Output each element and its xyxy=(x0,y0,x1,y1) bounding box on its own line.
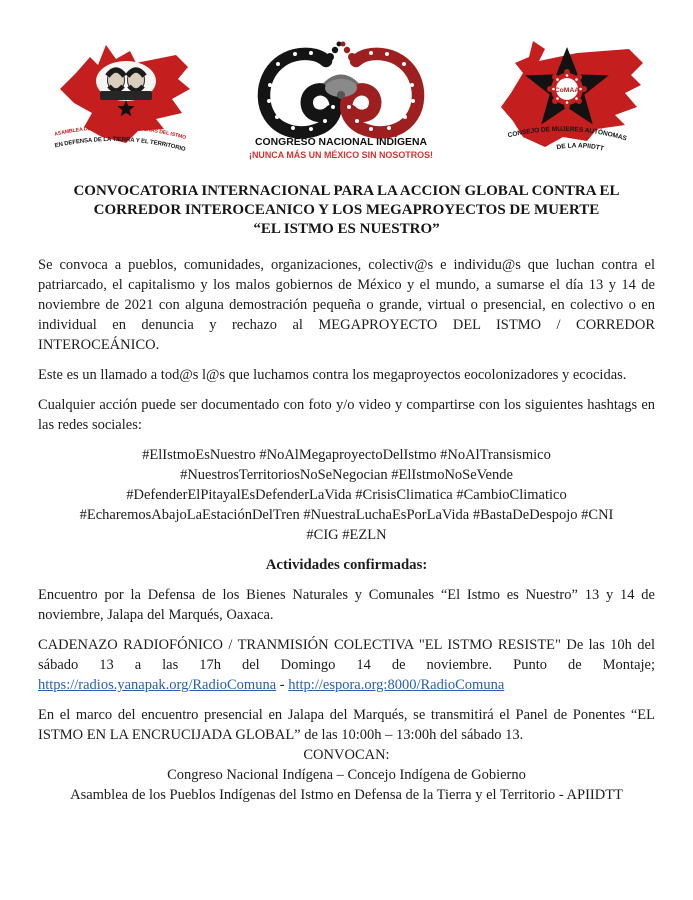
comaa-flower-badge xyxy=(547,69,587,109)
face-right-icon xyxy=(128,69,145,91)
document-body xyxy=(38,255,655,805)
title-line-2: CORREDOR INTEROCEANICO Y LOS MEGAPROYECTOS DE MUERTE xyxy=(93,202,600,218)
convocan-line-2: Asamblea de los Pueblos Indígenas del Istmo en Defensa de la Tierra y el Territorio - APIIDTT xyxy=(70,787,623,803)
banner-shape xyxy=(100,91,152,100)
radio-comuna-link-2[interactable]: http://espora.org:8000/RadioComuna xyxy=(288,677,505,693)
hashtag-line: #ElIstmoEsNuestro #NoAlMegaproyectoDelIstmo #NoAlTransismico xyxy=(142,447,551,463)
title-line-3: “EL ISTMO ES NUESTRO” xyxy=(253,221,440,237)
link-separator: - xyxy=(279,677,285,693)
llamado-paragraph: Este es un llamado a tod@s l@s que luchamos contra los megaproyectos eocolonizadores y ecocidas. xyxy=(38,367,627,383)
convocan-line-1: Congreso Nacional Indígena – Concejo Indígena de Gobierno xyxy=(167,767,526,783)
hashtag-line: #DefenderElPitayalEsDefenderLaVida #CrisisClimatica #CambioClimatico xyxy=(126,487,567,503)
comaa-badge-label: CoMAA xyxy=(554,87,580,94)
comaa-arc-bottom-label: DE LA APIIDTT xyxy=(556,142,605,153)
radio-text: CADENAZO RADIOFÓNICO / TRANMISIÓN COLECTIVA "EL ISTMO RESISTE" De las 10h del sábado 13 a las 17h del Domingo 14 de noviembre. Punto de Montaje; xyxy=(38,637,655,673)
actividades-heading: Actividades confirmadas: xyxy=(265,557,428,573)
convocan-block xyxy=(38,745,655,805)
hashtag-line: #EcharemosAbajoLaEstaciónDelTren #NuestraLuchaEsPorLaVida #BastaDeDespojo #CNI xyxy=(79,507,614,523)
hashtags-block xyxy=(38,445,655,545)
apiidtt-logo-icon xyxy=(40,31,200,165)
logos-row xyxy=(38,30,655,166)
encuentro-paragraph: Encuentro por la Defensa de los Bienes Naturales y Comunales “El Istmo es Nuestro” 13 y 14 de noviembre, Jalapa del Marqués, Oaxaca. xyxy=(38,587,655,623)
cni-slogan-label: ¡NUNCA MÁS UN MÉXICO SIN NOSOTROS! xyxy=(248,150,433,161)
hashtag-line: #NuestrosTerritoriosNoSeNegocian #ElIstmoNoSeVende xyxy=(180,467,513,483)
radio-comuna-link-1[interactable]: https://radios.yanapak.org/RadioComuna xyxy=(38,677,277,693)
cni-name-label: CONGRESO NACIONAL INDÍGENA xyxy=(254,137,420,148)
face-left-icon xyxy=(108,69,125,91)
apiidtt-arc-bottom-label: EN DEFENSA DE LA TIERRA Y EL TERRITORIO xyxy=(54,136,186,153)
apiidtt-arc-top-label: ASAMBLEA DE LOS PUEBLOS INDÍGENAS DEL ISTMO xyxy=(53,124,187,142)
panel-paragraph: En el marco del encuentro presencial en Jalapa del Marqués, se transmitirá el Panel de Ponentes “EL ISTMO EN LA ENCRUCIJADA GLOBAL” de las 10:00h – 13:00h del sábado 13. xyxy=(38,707,655,743)
comaa-arc-top-label: CONSEJO DE MUJERES AUTÓNOMAS xyxy=(507,125,628,143)
convocan-heading: CONVOCAN: xyxy=(303,747,390,763)
cni-logo-icon xyxy=(243,33,439,163)
comaa-logo-icon xyxy=(481,31,653,165)
radio-paragraph xyxy=(38,635,655,695)
accion-paragraph: Cualquier acción puede ser documentado con foto y/o video y compartirse con los siguientes hashtags en las redes sociales: xyxy=(38,397,655,433)
document-title xyxy=(38,182,655,239)
hashtag-line: #CIG #EZLN xyxy=(306,527,387,543)
intro-paragraph: Se convoca a pueblos, comunidades, organizaciones, colectiv@s e individu@s que luchan contra el patriarcado, el capitalismo y los malos gobiernos de México y el mundo, a sumarse el día 13 y 14 de noviembre de 2021 con alguna demostración pequeña o grande, virtual o presencial, en colectivo o en individual en denuncia y rechazo al MEGAPROYECTO DEL ISTMO / CORREDOR INTEROCEÁNICO. xyxy=(38,257,655,353)
title-line-1: CONVOCATORIA INTERNACIONAL PARA LA ACCION GLOBAL CONTRA EL xyxy=(73,183,620,199)
